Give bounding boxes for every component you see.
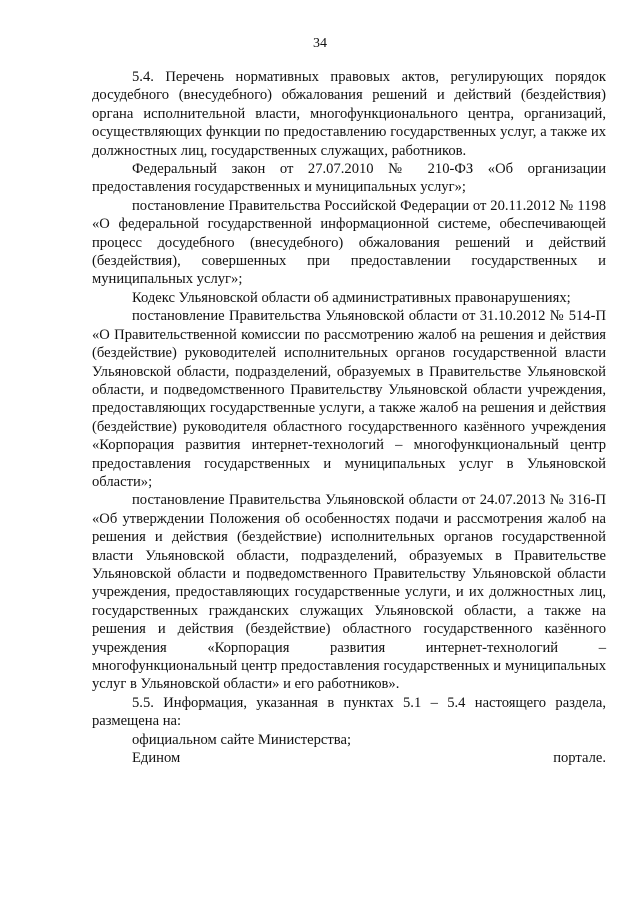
paragraph-regional-code: Кодекс Ульяновской области об административных правонарушениях;: [132, 289, 571, 306]
document-body: [92, 68, 606, 767]
paragraph-unified-portal: [92, 749, 606, 767]
paragraph-federal-law: Федеральный закон от 27.07.2010 № 210-ФЗ «Об организации предоставления государственных и муниципальных услуг»;: [92, 161, 606, 196]
unified-portal-right: портале.: [553, 750, 606, 767]
paragraph-resolution-316: постановление Правительства Ульяновской области от 24.07.2013 № 316-П «Об утверждении Положения об особенностях подачи и рассмотрения жалоб на решения и действия (бездействие) исполнительных органов государственной власти Ульяновской области, подразделений, образуемых в Правительстве Ульяновской области и подведомственного Правительству Ульяновской области учреждения, предоставляющих государственные услуги, и их должностных лиц, государственных гражданских служащих Ульяновской области, а также на решения и действия (бездействие) областного государственного казённого учреждения «Корпорация развития интернет-технологий – многофункциональный центр предоставления государственных и муниципальных услуг в Ульяновской области» и его работников».: [92, 492, 606, 693]
paragraph-official-site: официальном сайте Министерства;: [132, 731, 352, 748]
paragraph-resolution-514: постановление Правительства Ульяновской области от 31.10.2012 № 514-П «О Правительственной комиссии по рассмотрению жалоб на решения и действия (бездействие) руководителей исполнительных органов государственной власти Ульяновской области, подразделений, образуемых в Правительстве Ульяновской области, и подведомственного Правительству Ульяновской области учреждения, предоставляющих государственные услуги, а также жалоб на решения и действия (бездействие) руководителя областного государственного казённого учреждения «Корпорация развития интернет-технологий – многофункциональный центр предоставления государственных и муниципальных услуг в Ульяновской области»;: [92, 308, 606, 490]
paragraph-5-5: 5.5. Информация, указанная в пунктах 5.1 – 5.4 настоящего раздела, размещена на:: [92, 694, 606, 730]
paragraph-5-4: 5.4. Перечень нормативных правовых актов, регулирующих порядок досудебного (внесудебного) обжалования решений и действий (бездействия) органа исполнительной власти, многофункционального центра, организаций, осуществляющих функции по предоставлению государственных услуг, а также их должностных лиц, государственных служащих, работников.: [92, 69, 606, 159]
paragraph-rf-resolution: постановление Правительства Российской Федерации от 20.11.2012 № 1198 «О федеральной государственной информационной системе, обеспечивающей процесс досудебного (внесудебного) обжалования решений и действий (бездействия), совершенных при предоставлении государственных и муниципальных услуг»;: [92, 197, 606, 288]
unified-portal-left: Едином: [132, 750, 181, 767]
page-number: 34: [313, 36, 327, 51]
